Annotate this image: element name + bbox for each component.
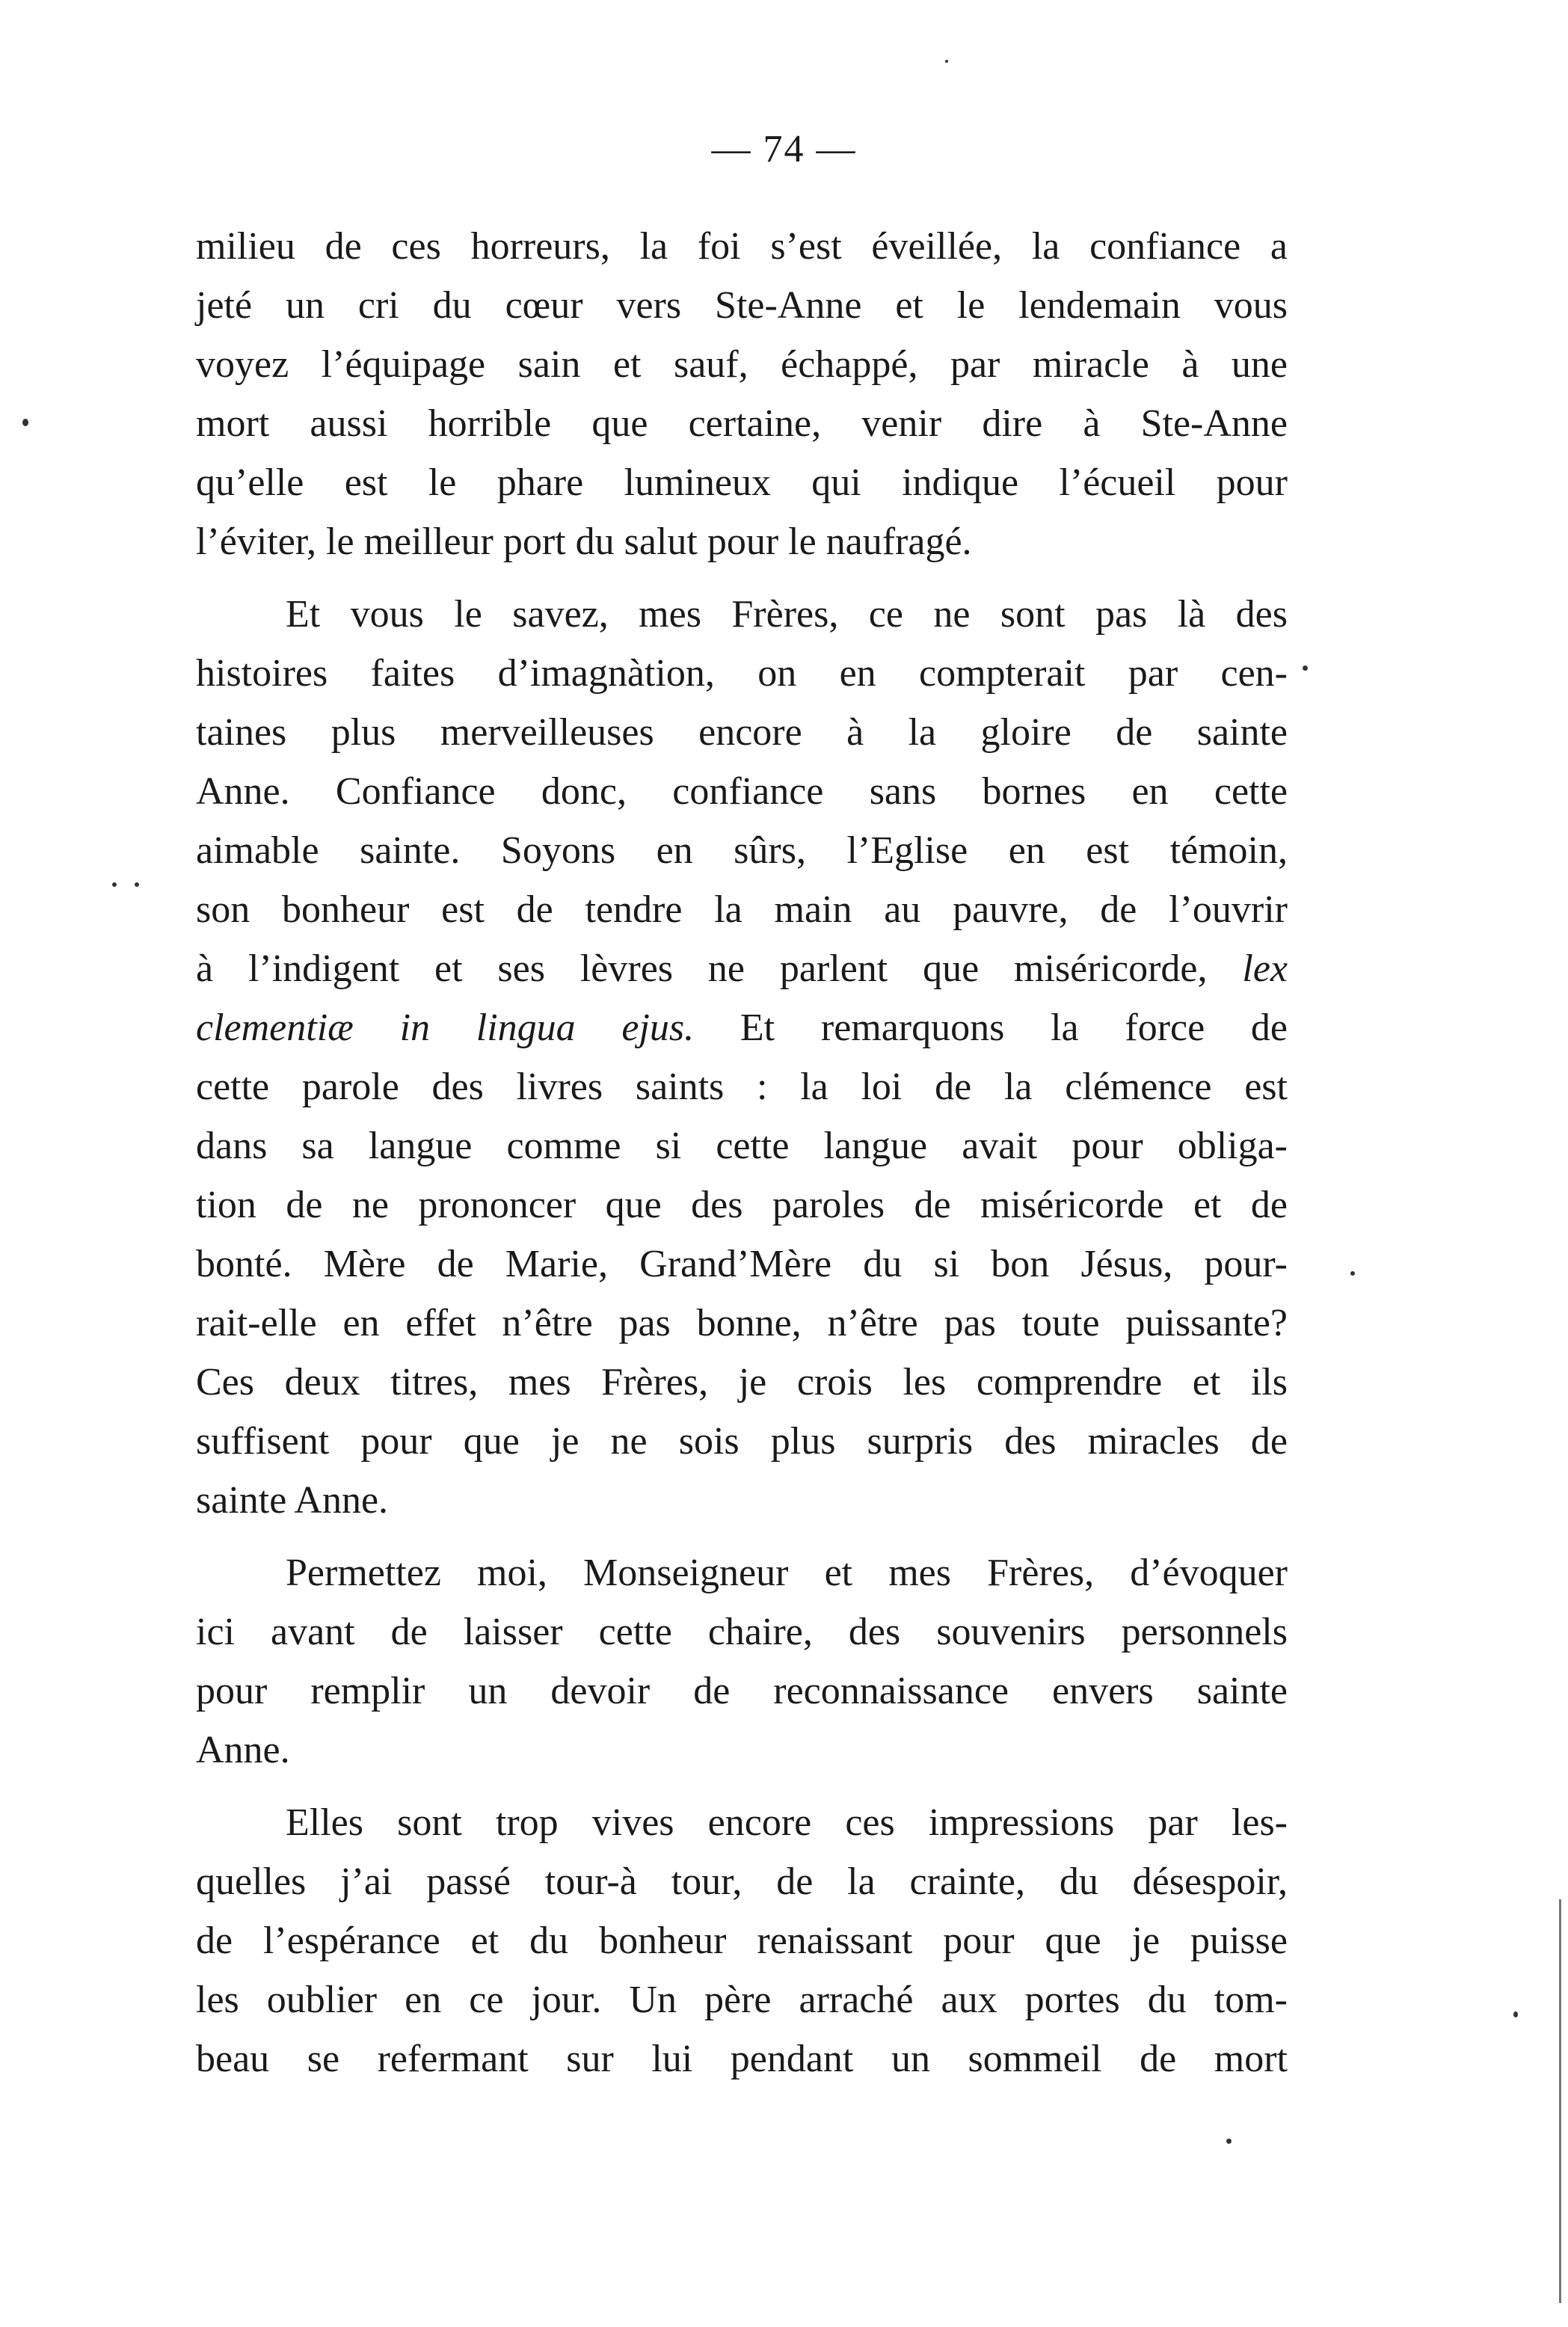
text-line: voyez l’équipage sain et sauf, échappé, par miracle à une — [196, 343, 1288, 386]
text-line-latin — [196, 998, 1288, 1057]
scan-speck — [1350, 1271, 1355, 1276]
text-line: Elles sont trop vives encore ces impressions par les- — [286, 1801, 1288, 1844]
paragraph-1 — [196, 217, 1288, 571]
text-line: tion de ne prononcer que des paroles de miséricorde et de — [196, 1184, 1288, 1226]
text-line: histoires faites d’imagnàtion, on en compterait par cen- — [196, 652, 1288, 695]
scan-speck — [1303, 665, 1308, 671]
text-line: Et vous le savez, mes Frères, ce ne sont pas là des — [286, 593, 1288, 636]
text-line: taines plus merveilleuses encore à la gloire de sainte — [196, 711, 1288, 754]
text-segment: à l’indigent et ses lèvres ne parlent que miséricorde, — [196, 947, 1208, 990]
body-text — [196, 217, 1288, 2088]
paragraph-3 — [196, 1543, 1288, 1780]
text-line: son bonheur est de tendre la main au pauvre, de l’ouvrir — [196, 888, 1288, 931]
text-line: dans sa langue comme si cette langue avait pour obliga- — [196, 1125, 1288, 1167]
text-line: pour remplir un devoir de reconnaissance envers sainte — [196, 1670, 1288, 1712]
text-line: milieu de ces horreurs, la foi s’est éveillée, la confiance a — [196, 225, 1288, 268]
scan-speck — [22, 419, 28, 426]
text-line: Anne. Confiance donc, confiance sans bornes en cette — [196, 770, 1288, 813]
scan-speck — [135, 882, 139, 887]
text-line: les oublier en ce jour. Un père arraché aux portes du tom- — [196, 1979, 1288, 2021]
paragraph-4 — [196, 1793, 1288, 2088]
scan-speck — [1226, 2139, 1232, 2144]
text-line: cette parole des livres saints : la loi de la clémence est — [196, 1066, 1288, 1108]
text-line: quelles j’ai passé tour-à tour, de la crainte, du désespoir, — [196, 1860, 1288, 1903]
text-line: bonté. Mère de Marie, Grand’Mère du si bon Jésus, pour- — [196, 1243, 1288, 1285]
text-line: jeté un cri du cœur vers Ste-Anne et le lendemain vous — [196, 284, 1288, 327]
text-line: Anne. — [196, 1729, 290, 1771]
latin-quote: clementiæ in lingua ejus. — [196, 1006, 695, 1049]
text-line-with-latin — [196, 939, 1288, 998]
paragraph-2 — [196, 585, 1288, 1530]
text-line: mort aussi horrible que certaine, venir dire à Ste-Anne — [196, 402, 1288, 445]
text-line: l’éviter, le meilleur port du salut pour le naufragé. — [196, 520, 972, 563]
scan-speck — [1513, 2011, 1518, 2017]
text-line: Permettez moi, Monseigneur et mes Frères, d’évoquer — [286, 1552, 1288, 1594]
text-line: de l’espérance et du bonheur renaissant pour que je puisse — [196, 1919, 1288, 1962]
text-line: ici avant de laisser cette chaire, des souvenirs personnels — [196, 1611, 1288, 1653]
scan-speck — [112, 882, 117, 887]
text-segment: Et remarquons la force de — [740, 1006, 1288, 1049]
scan-edge-mark — [1559, 1899, 1561, 2303]
text-line: qu’elle est le phare lumineux qui indique l’écueil pour — [196, 461, 1288, 504]
scan-speck — [945, 60, 948, 63]
text-line: sainte Anne. — [196, 1479, 389, 1522]
text-line: rait-elle en effet n’être pas bonne, n’être pas toute puissante? — [196, 1302, 1288, 1344]
text-line: Ces deux titres, mes Frères, je crois les comprendre et ils — [196, 1361, 1288, 1404]
page-number: — 74 — — [711, 128, 857, 170]
text-line: aimable sainte. Soyons en sûrs, l’Eglise en est témoin, — [196, 829, 1288, 872]
text-line: beau se refermant sur lui pendant un sommeil de mort — [196, 2038, 1288, 2080]
latin-quote: lex — [1242, 947, 1288, 990]
text-line: suffisent pour que je ne sois plus surpris des miracles de — [196, 1420, 1288, 1463]
